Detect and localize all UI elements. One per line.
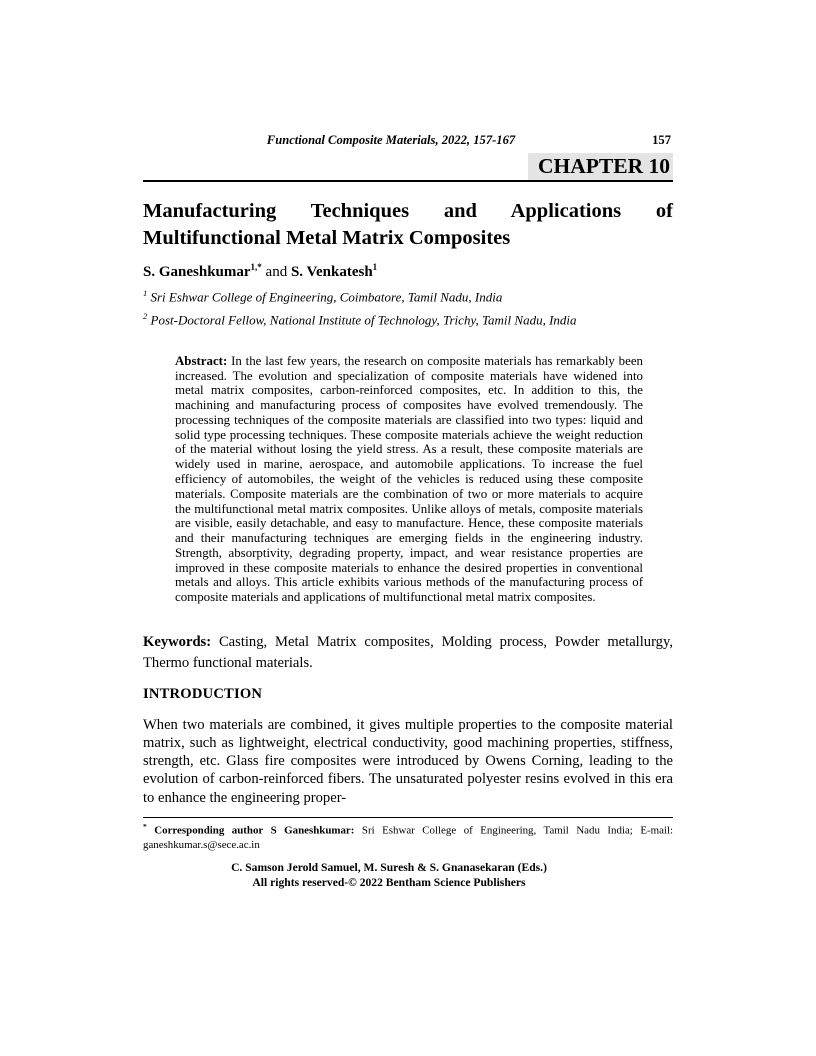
corresponding-author-footnote [143,822,673,852]
editors-line: C. Samson Jerold Samuel, M. Suresh & S. Gnanasekaran (Eds.) [231,861,547,874]
abstract-text: In the last few years, the research on composite materials has remarkably been increased. The evolution and specialization of composite materials have widened into metal matrix composites, carbon-reinforced composites, etc. In addition to this, the machining and manufacturing process of composites have evolved tremendously. The processing techniques of the composite materials are classified into two types: liquid and solid type processing techniques. These composite materials achieve the weight reduction of the material without losing the yield stress. As a result, these composite materials are widely used in marine, aerospace, and automobile applications. To increase the fuel efficiency of automobiles, the weight of the vehicles is reduced using these composite materials. Composite materials are the combination of two or more materials to acquire the multifunctional metal matrix composites. Unlike alloys of metals, composite materials are visible, easily detachable, and easy to manufacture. Hence, these composite materials and their manufacturing techniques are emerging fields in the engineering industry. Strength, absorptivity, degrading property, impact, and wear resistance properties are improved in these composite materials to enhance the desired properties in conventional metals and alloys. This article exhibits various methods of the manufacturing process of composite materials and applications of multifunctional metal matrix composites. [175,353,643,605]
journal-citation: Functional Composite Materials, 2022, 157-167 [266,133,516,147]
article-title [143,198,673,252]
author-1: S. Ganeshkumar [143,263,251,280]
article-title-line-2: Multifunctional Metal Matrix Composites [143,226,511,249]
author-1-superscript: 1,* [250,261,262,272]
footnote-block [143,817,673,852]
keywords-label: Keywords: [143,633,212,650]
footnote-divider [143,817,673,818]
rights-line: All rights reserved-© 2022 Bentham Science Publishers [252,875,526,889]
publisher-footer [143,861,673,891]
chapter-badge: CHAPTER 10 [528,153,673,180]
introduction-heading: INTRODUCTION [143,686,263,703]
chapter-rule [143,153,673,182]
keywords-paragraph [143,632,673,674]
affiliation-1 [143,289,673,305]
footnote-text: Sri Eshwar College of Engineering, Tamil Nadu India; E-mail: ganeshkumar.s@sece.ac.in [143,824,674,852]
authors-line [143,262,673,281]
affiliation-1-superscript: 1 [143,287,148,298]
affiliation-2 [143,312,673,328]
abstract-label: Abstract: [175,353,228,368]
author-2-superscript: 1 [372,261,378,272]
authors-connector: and [261,263,291,280]
affiliation-1-text: Sri Eshwar College of Engineering, Coimbatore, Tamil Nadu, India [150,288,503,304]
running-header [143,133,673,150]
affiliation-2-superscript: 2 [143,311,148,322]
footnote-label: Corresponding author S Ganeshkumar: [154,824,355,837]
author-2: S. Venkatesh [290,263,373,280]
affiliation-2-text: Post-Doctoral Fellow, National Institute of Technology, Trichy, Tamil Nadu, India [150,312,577,328]
article-title-line-1: Manufacturing Techniques and Applications of [143,199,673,222]
abstract-paragraph [175,354,643,605]
introduction-paragraph: When two materials are combined, it gives multiple properties to the composite material matrix, such as lightweight, electrical conductivity, good machining properties, stiffness, strength, etc. Glass fire composites were introduced by Owens Corning, leading to the evolution of carbon-reinforced fibers. The unsaturated polyester resins evolved in this era to enhance the engineering proper- [143,717,673,806]
footnote-marker: * [143,822,147,831]
keywords-text: Casting, Metal Matrix composites, Molding process, Powder metallurgy, Thermo functional materials. [143,633,673,672]
page-number: 157 [652,133,671,147]
